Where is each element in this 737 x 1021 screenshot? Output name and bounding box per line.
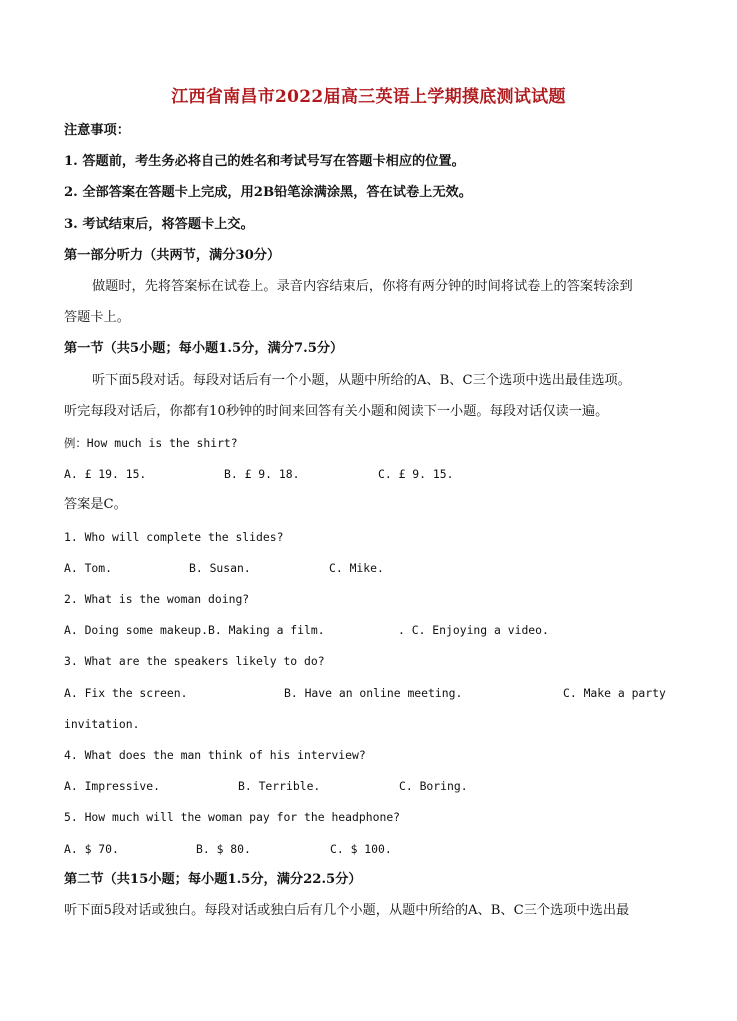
question-3-options bbox=[64, 684, 674, 702]
example-options bbox=[64, 465, 674, 483]
part1-intro-line1: 做题时，先将答案标在试卷上。录音内容结束后，你将有两分钟的时间将试卷上的答案转涂到 bbox=[92, 279, 633, 294]
q3-option-b: B. Have an online meeting. bbox=[284, 686, 463, 700]
section2-intro-line1: 听下面5段对话或独白。每段对话或独白后有几个小题，从题中所给的A、B、C三个选项中选出最 bbox=[64, 903, 630, 918]
q3-option-c: C. Make a party bbox=[563, 686, 666, 700]
example-option-a: A. £ 19. 15. bbox=[64, 467, 147, 481]
question-3: 3. What are the speakers likely to do? bbox=[64, 654, 325, 668]
question-2: 2. What is the woman doing? bbox=[64, 592, 250, 606]
notice-item-3: 3. 考试结束后，将答题卡上交。 bbox=[64, 217, 254, 232]
q1-option-b: B. Susan. bbox=[189, 561, 251, 575]
q5-option-a: A. $ 70. bbox=[64, 842, 119, 856]
section2-heading: 第二节（共15小题；每小题1.5分，满分22.5分） bbox=[64, 872, 362, 887]
q1-option-c: C. Mike. bbox=[329, 561, 384, 575]
question-4-options bbox=[64, 777, 674, 795]
section1-heading: 第一节（共5小题；每小题1.5分，满分7.5分） bbox=[64, 341, 344, 356]
question-2-options bbox=[64, 621, 674, 639]
question-4: 4. What does the man think of his interview? bbox=[64, 748, 366, 762]
q2-option-c: . C. Enjoying a video. bbox=[398, 623, 549, 637]
notice-heading: 注意事项： bbox=[64, 123, 130, 138]
example-answer: 答案是C。 bbox=[64, 497, 127, 512]
notice-item-1: 1. 答题前，考生务必将自己的姓名和考试号写在答题卡相应的位置。 bbox=[64, 154, 465, 169]
section1-intro-line2: 听完每段对话后，你都有10秒钟的时间来回答有关小题和阅读下一小题。每段对话仅读一遍。 bbox=[64, 404, 609, 419]
question-5-options bbox=[64, 840, 674, 858]
q3-option-a: A. Fix the screen. bbox=[64, 686, 188, 700]
example-option-c: C. £ 9. 15. bbox=[378, 467, 454, 481]
question-1: 1. Who will complete the slides? bbox=[64, 530, 284, 544]
q5-option-c: C. $ 100. bbox=[330, 842, 392, 856]
question-3-wrap: invitation. bbox=[64, 717, 140, 731]
notice-item-2: 2. 全部答案在答题卡上完成，用2B铅笔涂满涂黑，答在试卷上无效。 bbox=[64, 185, 472, 200]
question-5: 5. How much will the woman pay for the headphone? bbox=[64, 810, 401, 824]
q5-option-b: B. $ 80. bbox=[196, 842, 251, 856]
example-question: 例：How much is the shirt? bbox=[64, 436, 238, 450]
q2-option-ab: A. Doing some makeup.B. Making a film. bbox=[64, 623, 325, 637]
part1-heading: 第一部分听力（共两节，满分30分） bbox=[64, 248, 281, 263]
example-option-b: B. £ 9. 18. bbox=[224, 467, 300, 481]
q4-option-c: C. Boring. bbox=[399, 779, 468, 793]
section1-intro-line1: 听下面5段对话。每段对话后有一个小题，从题中所给的A、B、C三个选项中选出最佳选项。 bbox=[92, 373, 631, 388]
q4-option-b: B. Terrible. bbox=[238, 779, 321, 793]
document-title: 江西省南昌市2022届高三英语上学期摸底测试试题 bbox=[171, 87, 566, 107]
q1-option-a: A. Tom. bbox=[64, 561, 113, 575]
q4-option-a: A. Impressive. bbox=[64, 779, 161, 793]
part1-intro-line2: 答题卡上。 bbox=[64, 310, 130, 325]
question-1-options bbox=[64, 559, 674, 577]
